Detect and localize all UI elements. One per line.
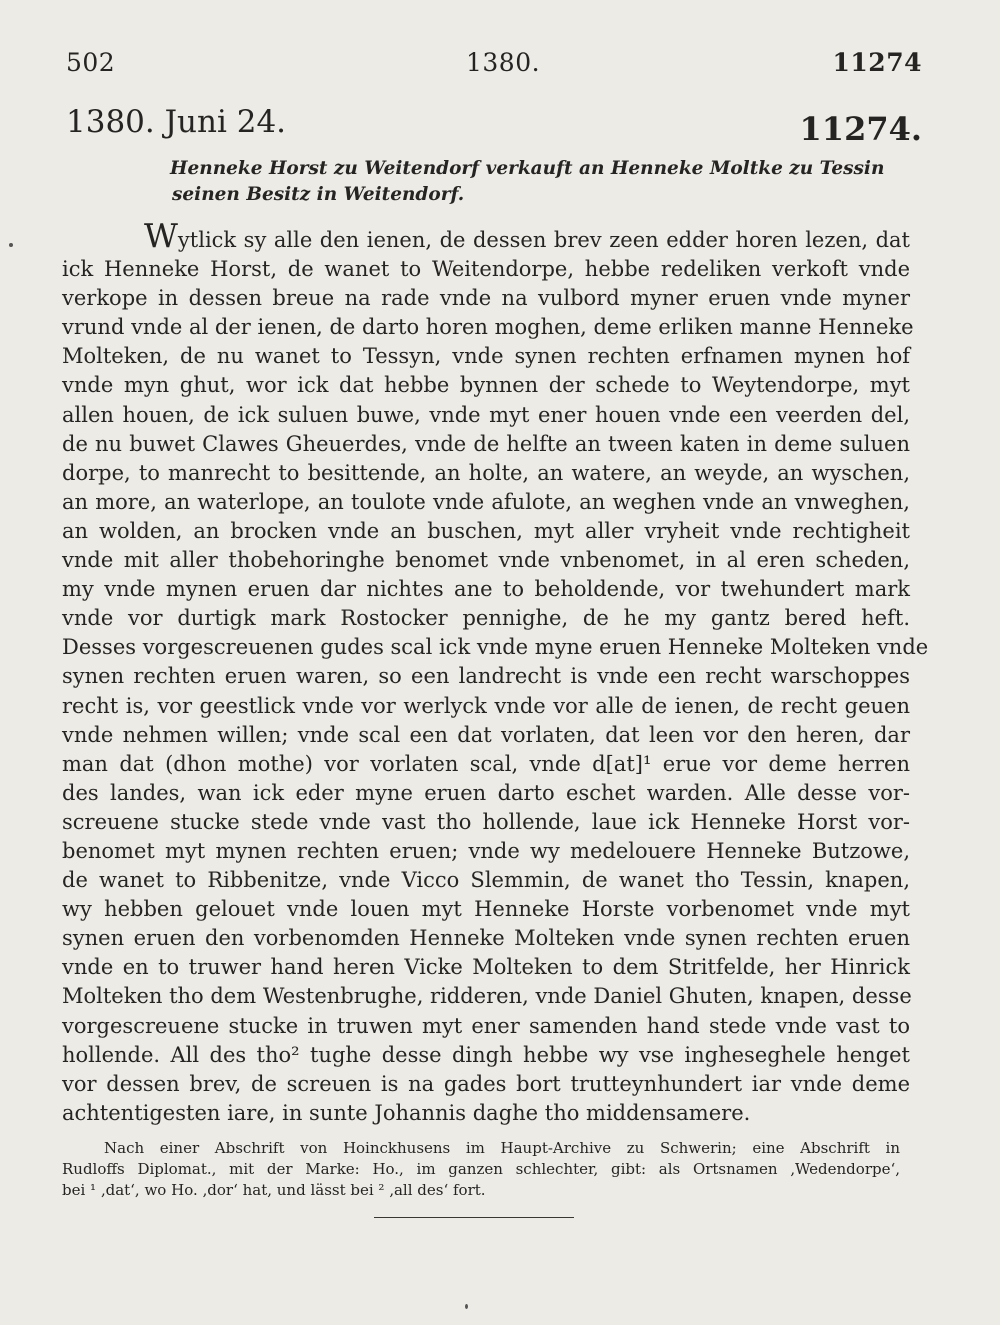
text-line-content: vrund vnde al der ienen, de darto horen moghen, deme erliken manne Henneke	[62, 315, 914, 340]
text-line-content: verkope in dessen breue na rade vnde na vulbord myner eruen vnde myner	[62, 286, 910, 311]
running-head-year: 1380.	[466, 48, 541, 77]
editorial-note	[62, 1138, 900, 1201]
text-line	[62, 1012, 910, 1041]
text-line	[62, 662, 910, 691]
page-number: 502	[66, 48, 116, 77]
text-line-content: recht is, vor geestlick vnde vor werlyck vnde vor alle de ienen, de recht geuen	[62, 693, 910, 718]
note-line: bei ¹ ‚dat‘, wo Ho. ‚dor‘ hat, und lässt bei ² ‚all des‘ fort.	[62, 1181, 486, 1199]
text-line-content: synen eruen den vorbenomden Henneke Molteken vnde synen rechten eruen	[62, 926, 910, 951]
text-line-content: vnde myn ghut, wor ick dat hebbe bynnen der schede to Weytendorpe, myt	[62, 373, 910, 398]
text-line-content: my vnde mynen eruen dar nichtes ane to beholdende, vor twehundert mark	[62, 577, 910, 602]
text-line	[62, 371, 910, 400]
regest-summary	[66, 156, 922, 208]
text-line	[62, 1099, 910, 1128]
text-line-content: man dat (dhon mothe) vor vorlaten scal, vnde d[at]¹ erue vor deme herren	[62, 751, 910, 776]
text-line-content: des landes, wan ick eder myne eruen darto eschet warden. Alle desse vor-	[62, 780, 910, 805]
text-line	[62, 575, 910, 604]
paper-speck	[465, 1304, 468, 1309]
text-line	[62, 866, 910, 895]
entry-date: 1380. Juni 24.	[66, 104, 287, 140]
text-line	[62, 546, 910, 575]
text-line	[62, 808, 910, 837]
charter-text	[62, 216, 929, 1128]
text-line	[62, 604, 910, 633]
entry-number: 11274.	[799, 110, 922, 148]
text-line-content: benomet myt mynen rechten eruen; vnde wy medelouere Henneke Butzowe,	[62, 838, 910, 863]
text-line-content: Molteken, de nu wanet to Tessyn, vnde synen rechten erfnamen mynen hof	[62, 344, 910, 369]
text-line	[62, 633, 929, 662]
text-line	[62, 284, 910, 313]
text-line	[62, 401, 910, 430]
text-line-content: vnde en to truwer hand heren Vicke Molteken to dem Stritfelde, her Hinrick	[62, 955, 910, 980]
regest-line: Henneke Horst zu Weitendorf verkauft an Henneke Moltke zu Tessin	[170, 158, 885, 179]
text-line-content: vnde nehmen willen; vnde scal een dat vorlaten, dat leen vor den heren, dar	[62, 722, 910, 747]
text-line-content: de wanet to Ribbenitze, vnde Vicco Slemmin, de wanet tho Tessin, knapen,	[62, 868, 910, 893]
text-line-content: synen rechten eruen waren, so een landrecht is vnde een recht warschoppes	[62, 664, 910, 689]
text-line	[62, 430, 910, 459]
text-line-content: Molteken tho dem Westenbrughe, ridderen, vnde Daniel Ghuten, knapen, desse	[62, 984, 912, 1009]
text-line-content: an more, an waterlope, an toulote vnde afulote, an weghen vnde an vnweghen,	[62, 489, 910, 514]
text-line-content: hollende. All des tho² tughe desse dingh hebbe wy vse ingheseghele henget	[62, 1042, 910, 1067]
text-line-content: Desses vorgescreuenen gudes scal ick vnde myne eruen Henneke Molteken vnde	[62, 635, 929, 660]
text-line-content: vnde vor durtigk mark Rostocker pennighe, de he my gantz bered heft.	[62, 606, 910, 631]
paper-speck	[9, 243, 13, 247]
running-head	[66, 48, 922, 84]
text-line-content: wy hebben gelouet vnde louen myt Henneke Horste vorbenomet vnde myt	[62, 897, 910, 922]
text-line-content: screuene stucke stede vnde vast tho hollende, laue ick Henneke Horst vor-	[62, 809, 910, 834]
text-line	[62, 837, 910, 866]
text-line-content: vnde mit aller thobehoringhe benomet vnde vnbenomet, in al eren scheden,	[62, 548, 910, 573]
text-line	[62, 216, 910, 255]
text-line-content: ytlick sy alle den ienen, de dessen brev zeen edder horen lezen, dat	[177, 228, 910, 252]
text-line	[62, 313, 914, 342]
text-line	[62, 692, 910, 721]
text-line	[62, 255, 910, 284]
text-line-content: ick Henneke Horst, de wanet to Weitendorpe, hebbe redeliken verkoft vnde	[62, 257, 910, 282]
text-line	[62, 924, 910, 953]
note-line: Nach einer Abschrift von Hoinckhusens im Haupt-Archive zu Schwerin; eine Abschrift in	[104, 1139, 900, 1157]
text-line	[62, 953, 910, 982]
text-line	[62, 517, 910, 546]
text-line-content: vor dessen brev, de screuen is na gades bort trutteynhundert iar vnde deme	[62, 1071, 910, 1096]
text-line	[62, 982, 910, 1011]
text-line-content: dorpe, to manrecht to besittende, an holte, an watere, an weyde, an wyschen,	[62, 460, 910, 485]
running-head-document-number: 11274	[832, 48, 922, 77]
text-line-content: allen houen, de ick suluen buwe, vnde myt ener houen vnde een veerden del,	[62, 402, 910, 427]
initial-letter: W	[144, 216, 178, 255]
text-line-content: an wolden, an brocken vnde an buschen, myt aller vryheit vnde rechtigheit	[62, 518, 910, 543]
text-line	[62, 1070, 910, 1099]
text-line	[62, 779, 910, 808]
text-line	[62, 750, 910, 779]
text-line	[62, 342, 910, 371]
text-line-content: de nu buwet Clawes Gheuerdes, vnde de helfte an tween katen in deme suluen	[62, 431, 910, 456]
separator-rule	[374, 1217, 574, 1218]
text-line-content: vorgescreuene stucke in truwen myt ener samenden hand stede vnde vast to	[62, 1013, 910, 1038]
text-line-content: achtentigesten iare, in sunte Johannis daghe tho middensamere.	[62, 1100, 751, 1125]
text-line	[62, 895, 910, 924]
text-line	[62, 721, 910, 750]
regest-line: seinen Besitz in Weitendorf.	[172, 184, 465, 205]
text-line	[62, 488, 910, 517]
text-line	[62, 1041, 910, 1070]
text-line	[62, 459, 910, 488]
note-line: Rudloffs Diplomat., mit der Marke: Ho., im ganzen schlechter, gibt: als Ortsnamen ‚Wedendorpe‘,	[62, 1160, 900, 1178]
entry-heading	[66, 104, 922, 148]
